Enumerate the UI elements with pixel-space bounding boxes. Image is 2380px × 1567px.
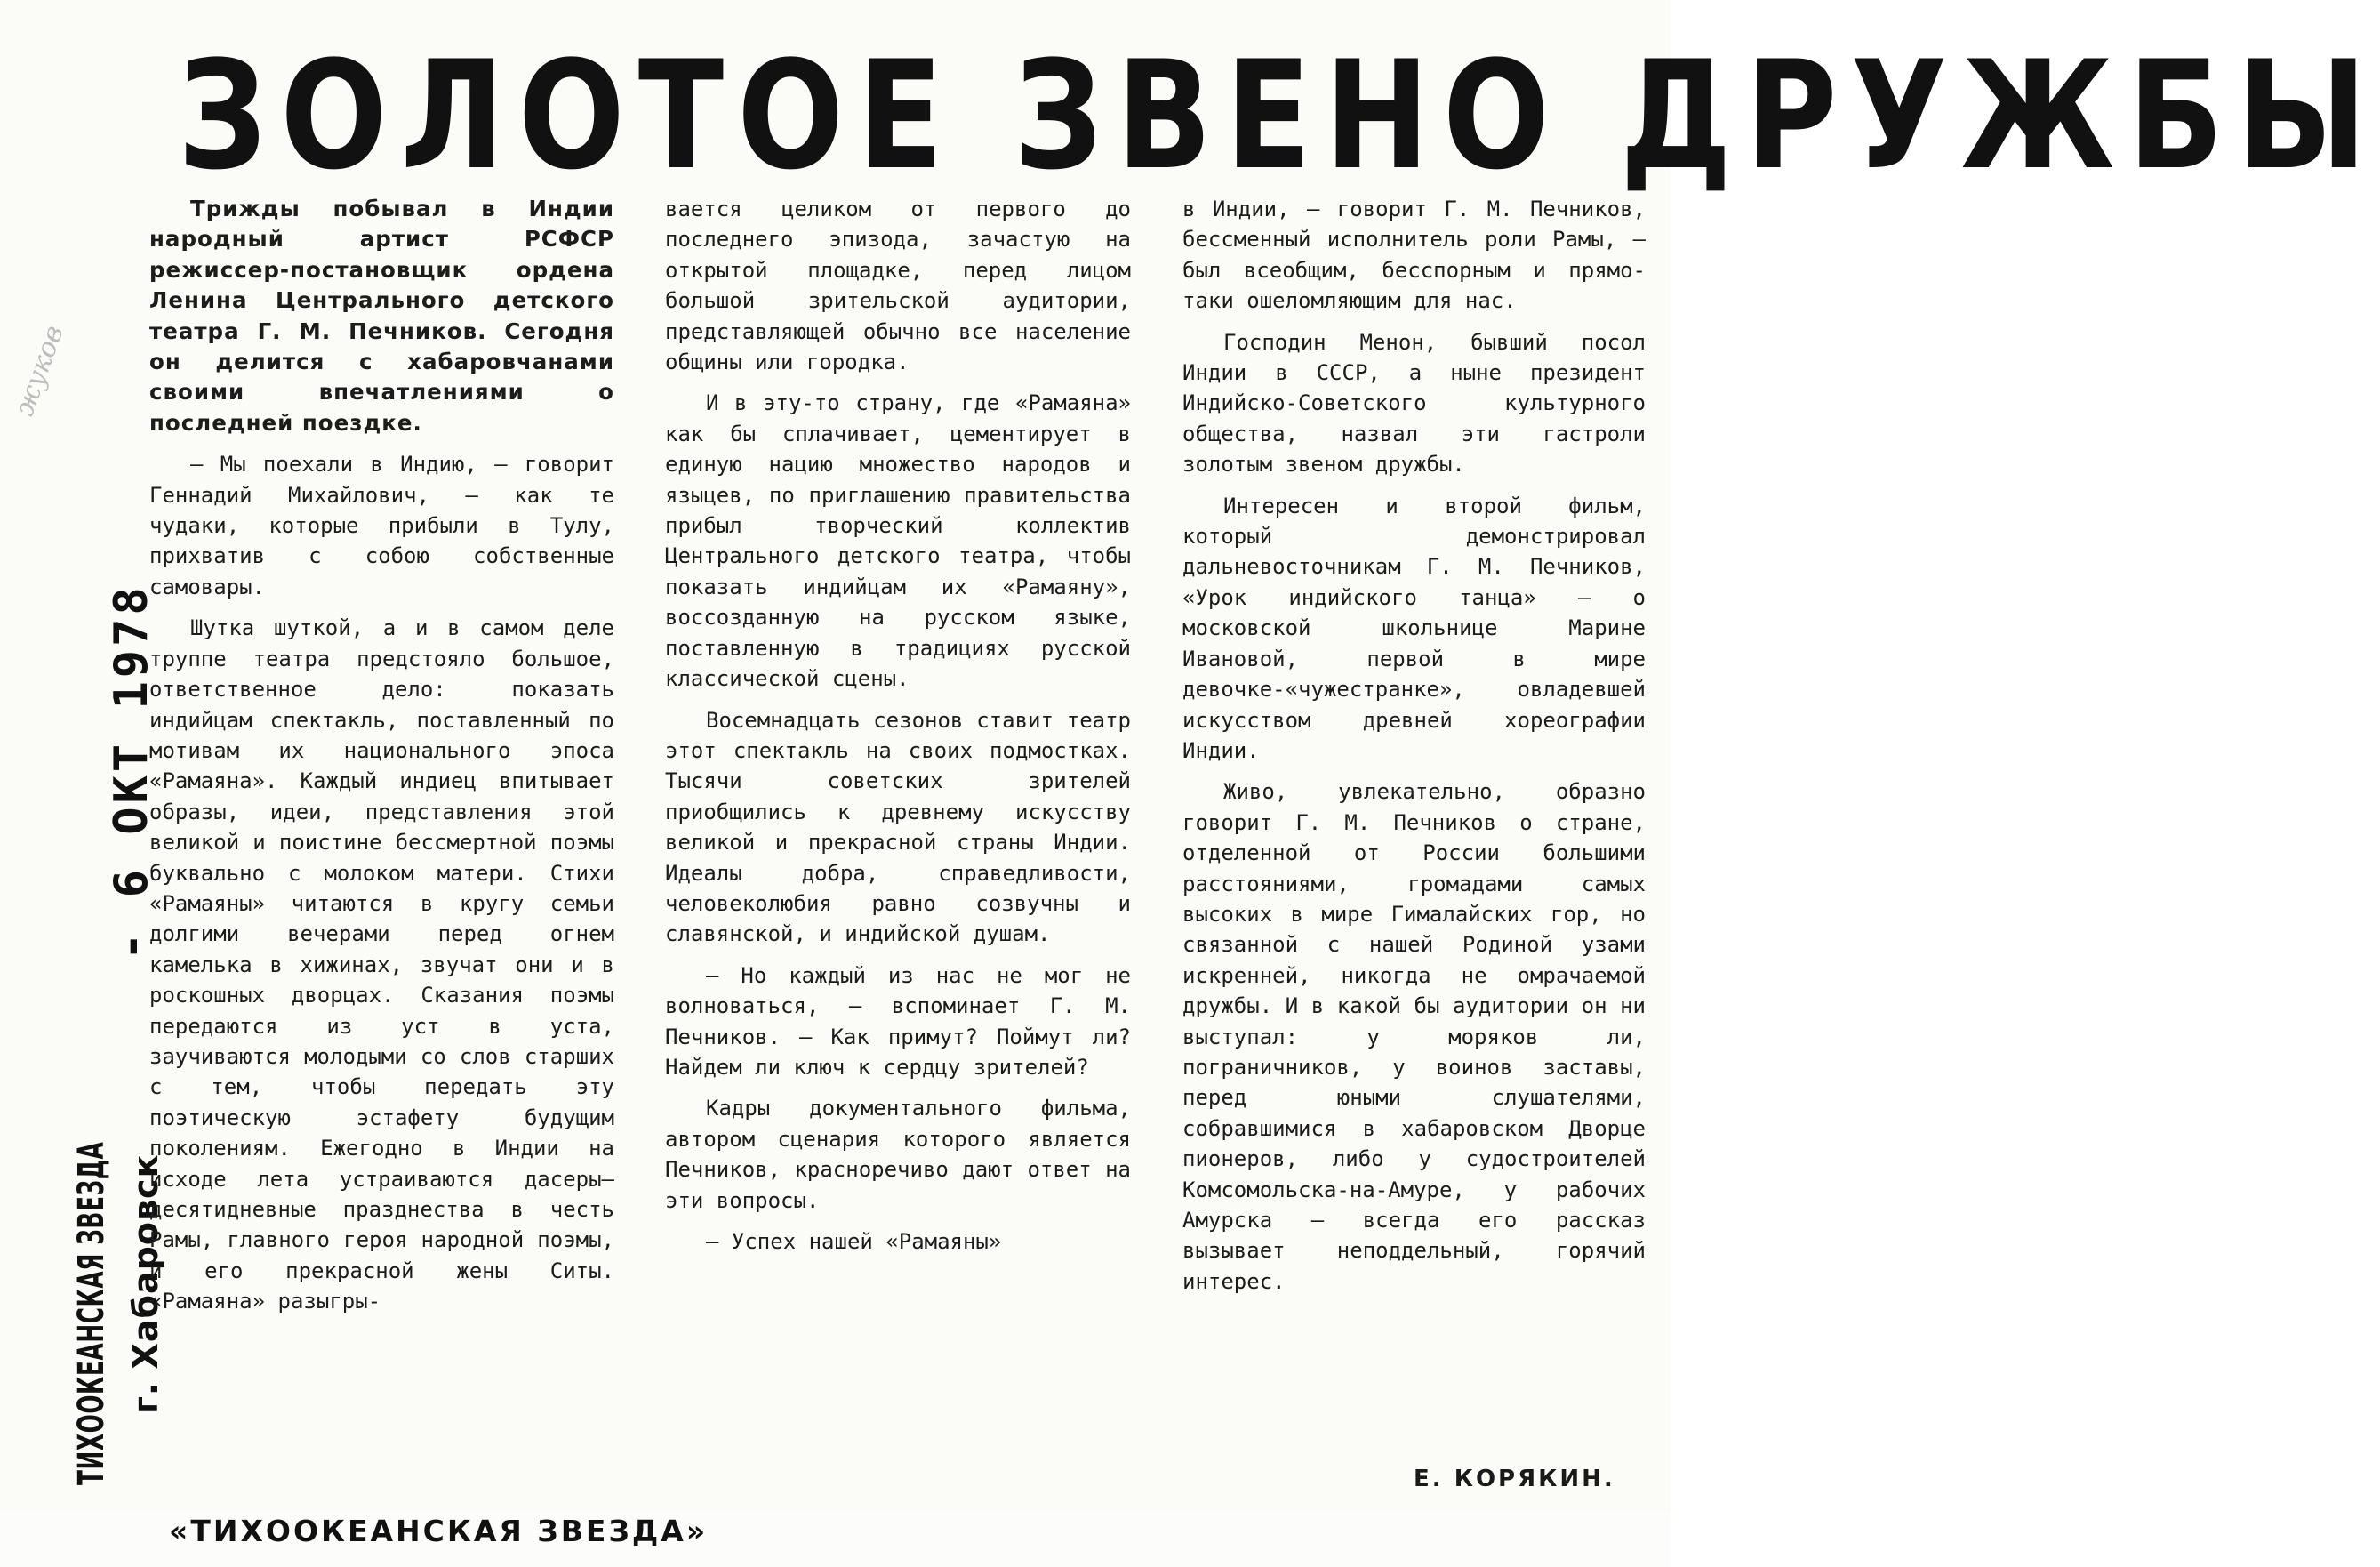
article-signature: Е. КОРЯКИН. xyxy=(1414,1466,1615,1492)
article-column-1 xyxy=(149,194,614,1328)
article-paragraph: Шутка шуткой, а и в самом деле труппе театра предстояло большое, ответственное дело: показать индийцам спектакль, поставленный по мотивам их национального эпоса «Рамаяна». Каждый индиец впитывает образы, идеи, представления этой великой и поистине бессмертной поэмы буквально с молоком матери. Стихи «Рамаяны» читаются в кругу семьи долгими вечерами перед огнем камелька в хижинах, звучат они и в роскошных дворцах. Сказания поэмы передаются из уст в уста, заучиваются молодыми со слов старших с тем, чтобы передать эту поэтическую эстафету будущим поколениям. Ежегодно в Индии на исходе лета устраиваются дасеры—десятидневные празднества в честь Рамы, главного героя народной поэмы, и его прекрасной жены Ситы. «Рамаяна» разыгры- xyxy=(149,615,614,1314)
stamp-city: г. Хабаровск xyxy=(126,1153,165,1414)
pencil-note: жуков xyxy=(9,321,70,420)
article-paragraph: Восемнадцать сезонов ставит театр этот спектакль на своих подмостках. Тысячи советских зрителей приобщились к древнему искусству великой и прекрасной страны Индии. Идеалы добра, справедливости, человеколюбия равно созвучны и славянской, и индийской душам. xyxy=(665,707,1131,947)
article-paragraph: Господин Менон, бывший посол Индии в СССР, а ныне президент Индийско-Советского культурного общества, назвал эти гастроли золотым звеном дружбы. xyxy=(1182,329,1646,478)
archive-stamp xyxy=(36,516,165,1512)
article-paragraph: в Индии, — говорит Г. М. Печников, бессменный исполнитель роли Рамы, — был всеобщим, бесспорным и прямо-таки ошеломляющим для нас. xyxy=(1182,197,1646,314)
stamp-date: - 6 ОКТ 1978 xyxy=(105,583,158,960)
stamp-newspaper: ТИХООКЕАНСКАЯ ЗВЕЗДА xyxy=(71,1141,112,1485)
article-paragraph: — Успех нашей «Рамаяны» xyxy=(706,1229,1002,1254)
article-paragraph: Интересен и второй фильм, который демонстрировал дальневосточникам Г. М. Печников, «Урок индийского танца» — о московской школьнице Марине Ивановой, первой в мире девочке-«чужестранке», овладевшей искусством древней хореографии Индии. xyxy=(1182,493,1646,763)
article-column-3 xyxy=(1182,194,1646,1307)
article-paragraph: Кадры документального фильма, автором сценария которого является Печников, красноречиво дают ответ на эти вопросы. xyxy=(665,1096,1131,1213)
article-paragraph: — Мы поехали в Индию, — говорит Геннадий Михайлович, — как те чудаки, которые прибыли в Тулу, прихватив с собою собственные самовары. xyxy=(149,452,614,599)
article-column-2 xyxy=(665,194,1131,1267)
article-paragraph: — Но каждый из нас не мог не волноваться, — вспоминает Г. М. Печников. — Как примут? Поймут ли? Найдем ли ключ к сердцу зрителей? xyxy=(665,962,1131,1080)
article-headline: ЗОЛОТОЕ ЗВЕНО ДРУЖБЫ xyxy=(178,28,2380,203)
article-paragraph: Живо, увлекательно, образно говорит Г. М. Печников о стране, отделенной от России большими расстояниями, громадами самых высоких в мире Гималайских гор, но связанной с нашей Родиной узами искренней, никогда не омрачаемой дружбы. И в какой бы аудитории он ни выступал: у моряков ли, пограничников, у воинов заставы, перед юными слушателями, собравшимися в хабаровском Дворце пионеров, либо у судостроителей Комсомольска-на-Амуре, у рабочих Амурска — всегда его рассказ вызывает неподдельный, горячий интерес. xyxy=(1182,779,1646,1294)
article-lead: Трижды побывал в Индии народный артист РСФСР режиссер-постановщик ордена Ленина Центрального детского театра Г. М. Печников. Сегодня он делится с хабаровчанами своими впечатлениями о последней поездке. xyxy=(149,196,614,436)
footer-newspaper-name: «ТИХООКЕАНСКАЯ ЗВЕЗДА» xyxy=(169,1514,709,1548)
article-paragraph: И в эту-то страну, где «Рамаяна» как бы сплачивает, цементирует в единую нацию множество народов и языцев, по приглашению правительства прибыл творческий коллектив Центрального детского театра, чтобы показать индийцам их «Рамаяну», воссозданную на русском языке, поставленную в традициях русской классической сцены. xyxy=(665,390,1131,692)
article-paragraph: вается целиком от первого до последнего эпизода, зачастую на открытой площадке, перед лицом большой зрительской аудитории, представляющей обычно все население общины или городка. xyxy=(665,197,1131,375)
